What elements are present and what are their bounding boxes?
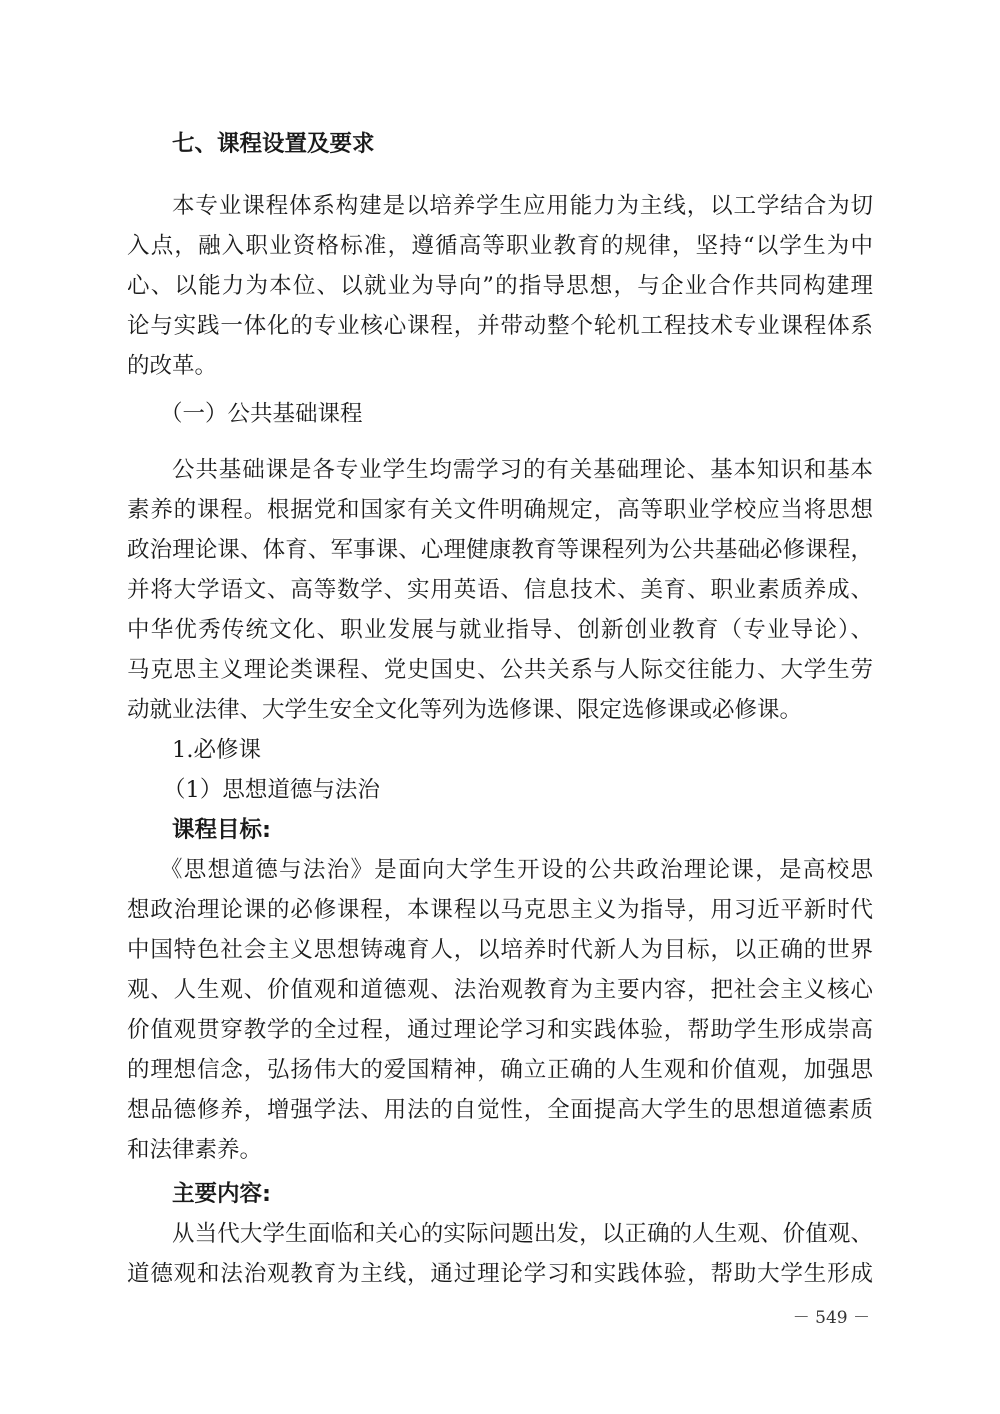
intro-line: 论与实践一体化的专业核心课程，并带动整个轮机工程技术专业课程体系 <box>127 313 873 339</box>
objective-line: 价值观贯穿教学的全过程，通过理论学习和实践体验，帮助学生形成崇高 <box>127 1017 873 1043</box>
intro-line: 心、以能力为本位、以就业为导向”的指导思想，与企业合作共同构建理 <box>127 273 873 299</box>
objective-line: 的理想信念，弘扬伟大的爱国精神，确立正确的人生观和价值观，加强思 <box>127 1057 873 1083</box>
objective-line: 中国特色社会主义思想铸魂育人，以培养时代新人为目标，以正确的世界 <box>127 937 873 963</box>
content-label: 主要内容: <box>172 1181 271 1207</box>
public-line: 公共基础课是各专业学生均需学习的有关基础理论、基本知识和基本 <box>172 457 873 483</box>
objective-line: 想品德修养，增强学法、用法的自觉性，全面提高大学生的思想道德素质 <box>127 1097 873 1123</box>
section-heading: 七、课程设置及要求 <box>172 131 375 157</box>
objective-line: 想政治理论课的必修课程，本课程以马克思主义为指导，用习近平新时代 <box>127 897 873 923</box>
content-line: 道德观和法治观教育为主线，通过理论学习和实践体验，帮助大学生形成 <box>127 1261 873 1287</box>
public-line: 马克思主义理论类课程、党史国史、公共关系与人际交往能力、大学生劳 <box>127 657 873 683</box>
intro-line: 入点，融入职业资格标准，遵循高等职业教育的规律，坚持“以学生为中 <box>127 233 873 259</box>
public-line: 素养的课程。根据党和国家有关文件明确规定，高等职业学校应当将思想 <box>127 497 873 523</box>
objective-line: 《思想道德与法治》是面向大学生开设的公共政治理论课，是高校思 <box>160 857 873 883</box>
public-line: 中华优秀传统文化、职业发展与就业指导、创新创业教育（专业导论）、 <box>127 617 873 643</box>
objective-line: 和法律素养。 <box>127 1137 263 1163</box>
public-line: 政治理论课、体育、军事课、心理健康教育等课程列为公共基础必修课程， <box>127 537 873 563</box>
intro-line: 的改革。 <box>127 353 218 379</box>
page-number: － 549 － <box>792 1308 870 1328</box>
intro-line: 本专业课程体系构建是以培养学生应用能力为主线，以工学结合为切 <box>172 193 873 219</box>
objective-label: 课程目标: <box>172 817 271 843</box>
course-heading: （1）思想道德与法治 <box>163 777 380 803</box>
public-line: 并将大学语文、高等数学、实用英语、信息技术、美育、职业素质养成、 <box>127 577 873 603</box>
public-line: 动就业法律、大学生安全文化等列为选修课、限定选修课或必修课。 <box>127 697 803 723</box>
objective-line: 观、人生观、价值观和道德观、法治观教育为主要内容，把社会主义核心 <box>127 977 873 1003</box>
subsection-heading: （一）公共基础课程 <box>160 401 363 427</box>
required-heading: 1.必修课 <box>172 737 261 763</box>
content-line: 从当代大学生面临和关心的实际问题出发，以正确的人生观、价值观、 <box>172 1221 873 1247</box>
